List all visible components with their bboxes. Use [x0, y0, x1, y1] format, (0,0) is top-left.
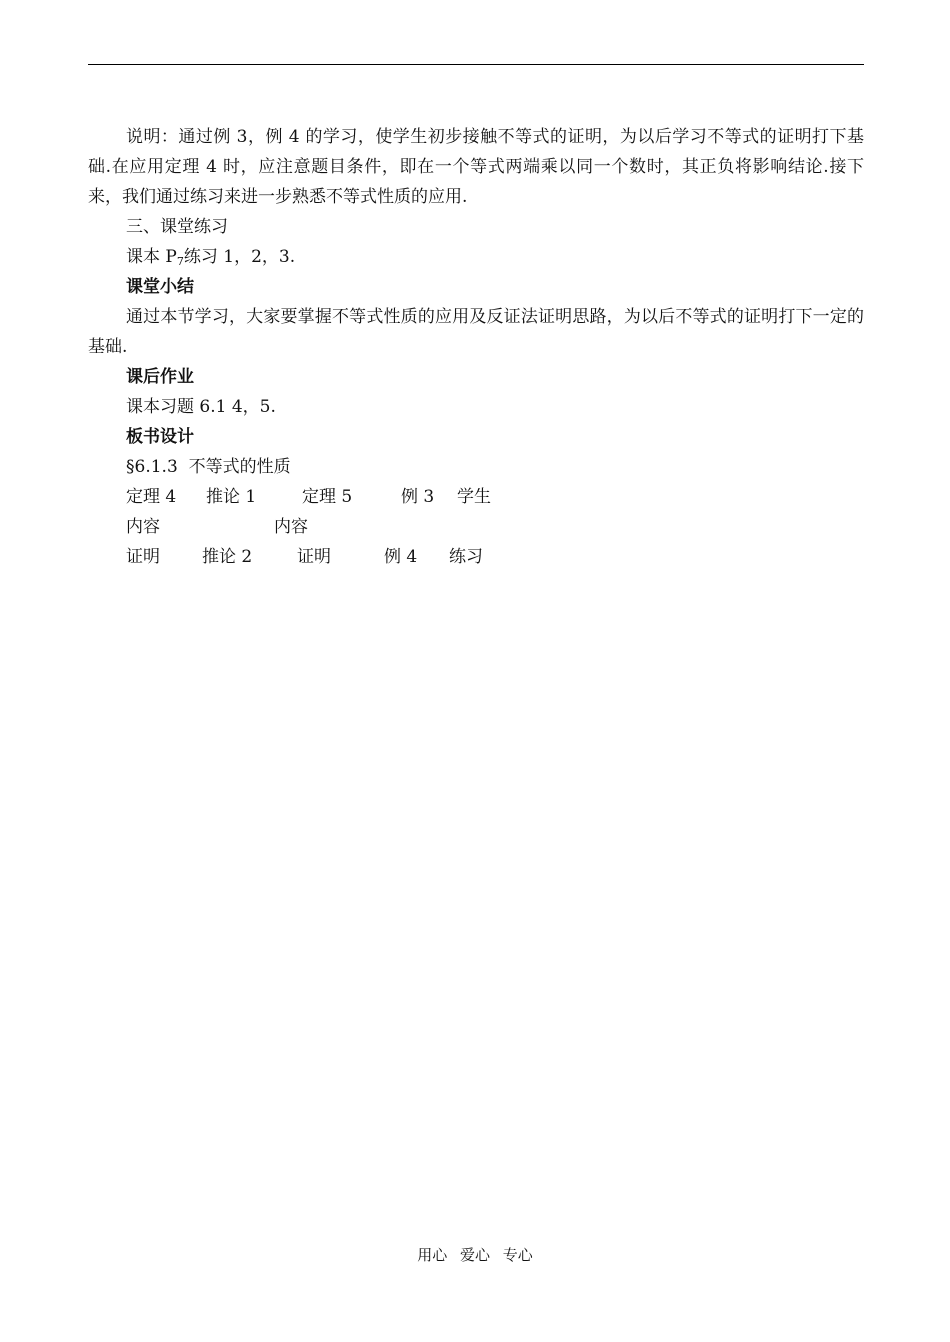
homework-text: 课本习题 6.1 4，5. — [126, 397, 276, 417]
board-title: §6.1.3 不等式的性质 — [126, 457, 291, 477]
board-grid-row-3 — [88, 542, 864, 572]
board-cell: 学生 — [457, 487, 491, 507]
board-cell: 定理 5 — [302, 487, 353, 507]
board-grid-row-1 — [88, 482, 864, 512]
board-cell: 推论 2 — [202, 547, 253, 567]
note-paragraph: 说明：通过例 3，例 4 的学习，使学生初步接触不等式的证明，为以后学习不等式的证明打下基础.在应用定理 4 时，应注意题目条件，即在一个等式两端乘以同一个数时，其正负将影响结论.接下来，我们通过练习来进一步熟悉不等式性质的应用. — [88, 127, 864, 207]
homework-heading: 课后作业 — [126, 367, 194, 387]
exercise-page-subscript: 7 — [176, 255, 184, 268]
board-design-heading: 板书设计 — [126, 427, 194, 447]
board-cell: 例 3 — [401, 487, 435, 507]
board-cell: 证明 — [297, 547, 331, 567]
board-cell: 练习 — [449, 547, 483, 567]
board-cell: 内容 — [274, 517, 308, 537]
document-body — [88, 122, 864, 572]
exercise-suffix: 练习 1，2，3. — [183, 247, 296, 267]
section-three-heading: 三、课堂练习 — [126, 217, 228, 237]
summary-paragraph: 通过本节学习，大家要掌握不等式性质的应用及反证法证明思路，为以后不等式的证明打下一定的基础. — [88, 307, 864, 357]
board-grid-row-2 — [88, 512, 864, 542]
board-cell: 证明 — [126, 547, 160, 567]
summary-heading: 课堂小结 — [126, 277, 194, 297]
exercise-line — [88, 242, 864, 272]
header-rule — [88, 64, 864, 65]
board-cell: 定理 4 — [126, 487, 177, 507]
board-cell: 推论 1 — [206, 487, 257, 507]
board-cell: 例 4 — [384, 547, 418, 567]
page-footer: 用心 爱心 专心 — [417, 1246, 533, 1264]
board-cell: 内容 — [126, 517, 160, 537]
exercise-prefix: 课本 P — [126, 247, 177, 267]
